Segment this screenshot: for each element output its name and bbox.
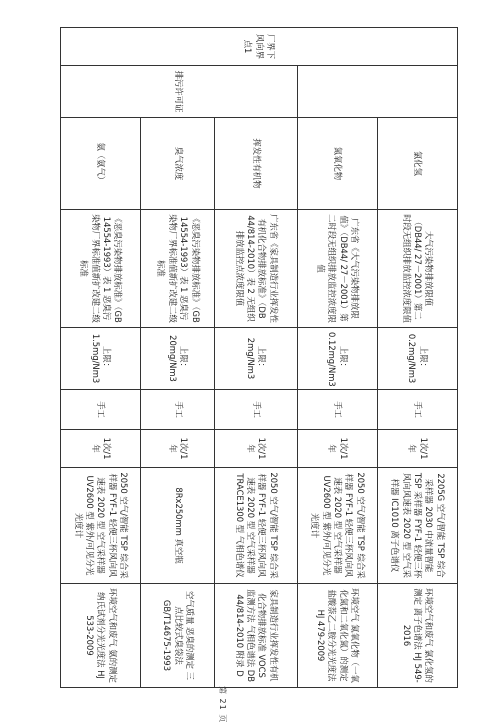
standard-cell: 广东省《家具制造行业挥发性有机化合物排放标准》（DB 44/814-2010）表 2 无组织排放监控点浓度限值 — [215, 210, 297, 328]
limit-cell: 上限：0.2mg/Nm3 — [377, 328, 457, 390]
mode-cell: 手工 — [297, 390, 377, 430]
table-row — [215, 28, 297, 688]
pollutant-cell: 氯化氢 — [377, 118, 457, 210]
equipment-cell: 8Rx250mm 真空瓶 — [141, 468, 215, 584]
limit-cell: 上限：20mg/Nm3 — [141, 328, 215, 390]
category-cell: 排污许可证 — [61, 66, 298, 118]
table-row — [61, 28, 141, 688]
method-cell: 家具制造行业挥发性有机化合物排放标准 VOCS 监测方法 气相色谱法 DB 44/814-2010 附录 D — [215, 584, 297, 688]
equipment-cell: 2050 空气/智能 TSP 综合采样器 FYF-1 轻便三杯风向风速表 2020 型 空气采样器 UV2600 型 紫外/可见分光光度计 — [297, 468, 377, 584]
standard-cell: 大气污染物排放限值（DB44/ 27－2001）第二时段无组织排放监控浓度限值 — [377, 210, 457, 328]
page-number: 第 21 页 — [218, 686, 227, 723]
frequency-cell: 1次/1年 — [61, 430, 141, 468]
table-row — [141, 28, 215, 688]
standard-cell: 《恶臭污染物排放标准》（GB 14554-1993）表 1 恶臭污染物厂界标准值新扩改建二级标准 — [141, 210, 215, 328]
method-cell: 环境空气和废气 氯化氢的测定 离子色谱法 HJ 549-2016 — [377, 584, 457, 688]
limit-cell: 上限：0.12mg/Nm3 — [297, 328, 377, 390]
mode-cell: 手工 — [61, 390, 141, 430]
method-cell: 环境空气和废气 氨的测定 纳氏试剂分光光度法 HJ 533-2009 — [61, 584, 141, 688]
mode-cell: 手工 — [377, 390, 457, 430]
method-cell: 空气质量 恶臭的测定 三点比较式臭袋法 GB/T14675-1993 — [141, 584, 215, 688]
pollutant-cell: 臭气浓度 — [141, 118, 215, 210]
frequency-cell: 1次/1年 — [297, 430, 377, 468]
equipment-cell: 2050 空气/智能 TSP 综合采样器 FYF-1 轻便三杯风向风速表 2020 型 空气采样器 TRACE1300 型 气相色谱仪 — [215, 468, 297, 584]
mode-cell: 手工 — [141, 390, 215, 430]
standard-cell: 广东省《大气污染物排放限值》（DB44/ 27－2001）第二时段无组织排放监控浓度限值 — [297, 210, 377, 328]
category-cell-empty — [297, 66, 457, 118]
pollutant-cell: 挥发性有机物 — [215, 118, 297, 210]
standard-cell: 《恶臭污染物排放标准》（GB 14554-1993）表 1 恶臭污染物厂界标准值新扩改建二级标准 — [61, 210, 141, 328]
frequency-cell: 1次/1年 — [141, 430, 215, 468]
table-row — [297, 28, 377, 688]
frequency-cell: 1次/1年 — [377, 430, 457, 468]
frequency-cell: 1次/1年 — [215, 430, 297, 468]
monitoring-table — [60, 27, 458, 688]
method-cell: 环境空气 氮氧化物（一氧化氮和二氧化氮）的测定 盐酸萘乙二胺分光光度法 HJ 479-2009 — [297, 584, 377, 688]
pollutant-cell: 氨（氨气） — [61, 118, 141, 210]
table-row — [377, 28, 457, 688]
rotated-table-container — [60, 27, 458, 687]
mode-cell: 手工 — [215, 390, 297, 430]
equipment-cell: 2050 空气/智能 TSP 综合采样器 FYF-1 轻便三杯风向风速表 2020 型 空气采样器 UV2600 型 紫外/可见分光光度计 — [61, 468, 141, 584]
equipment-cell: 2205G 空气/智能 TSP 综合采样器 2030 中流量智能 TSP 采样器 FYF-1 轻便三杯风向风速表 2020 型 空气采样器 IC1010 离子色谱仪 — [377, 468, 457, 584]
limit-cell: 上限：2mg/Nm3 — [215, 328, 297, 390]
point-cell: 厂界下风向界点1 — [61, 28, 458, 66]
limit-cell: 上限：1.5mg/Nm3 — [61, 328, 141, 390]
pollutant-cell: 氮氧化物 — [297, 118, 377, 210]
